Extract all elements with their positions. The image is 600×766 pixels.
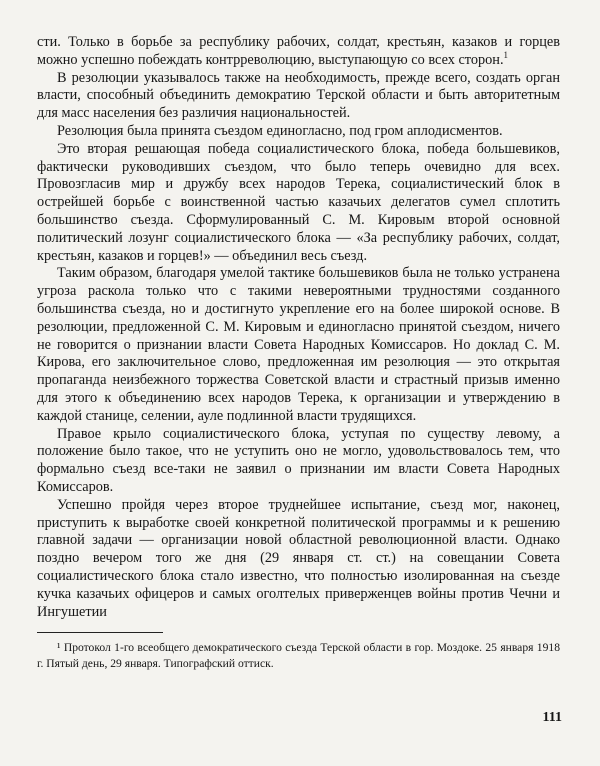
- paragraph-5: Таким образом, благодаря умелой тактике большевиков была не только устранена угроза раскола только что с такими невероятными трудностями созданного большинства съезда, но и достигнуто укрепление его на более широкой основе. В резолюции, предложенной С. М. Кировым и единогласно принятой съездом, ничего не говорится о признании власти Совета Народных Комиссаров. Но доклад С. М. Кирова, его заключительное слово, предложенная им резолюция — это открытая пропаганда неизбежного торжества Советской власти и страстный призыв именно для этого к объединению всех народов Терека, к организации и утверждению в каждой станице, селении, ауле подлинной власти трудящихся.: [37, 265, 560, 424]
- paragraph-7: Успешно пройдя через второе труднейшее испытание, съезд мог, наконец, приступить к выработке своей конкретной политической программы и к решению главной задачи — организации новой областной революционной власти. Однако поздно вечером того же дня (29 января ст. ст.) на совещании Совета социалистического блока стало известно, что полностью изолированная на съезде кучка казачьих офицеров и самых оголтелых приверженцев войны против Чечни и Ингушетии: [37, 496, 560, 620]
- paragraph-3: Резолюция была принята съездом единогласно, под гром аплодисментов.: [57, 122, 503, 139]
- page-body: [37, 34, 560, 671]
- page-number: 111: [542, 710, 562, 725]
- paragraph-2: В резолюции указывалось также на необходимость, прежде всего, создать орган власти, способный объединить демократию Терской области и быть авторитетным для масс населения без различия национальностей.: [37, 69, 560, 122]
- footnote-marker: 1: [503, 50, 509, 61]
- footnote: ¹ Протокол 1-го всеобщего демократического съезда Терской области в гор. Моздоке. 25 января 1918 г. Пятый день, 29 января. Типографский оттиск.: [37, 641, 560, 670]
- footnote-divider: [37, 632, 163, 633]
- paragraph-1: [37, 34, 560, 70]
- paragraph-6: Правое крыло социалистического блока, уступая по существу левому, а положение было такое, что не уступить оно не могло, удовольствовалось тем, что формально съезд все-таки не заявил о признании им власти Совета Народных Комиссаров.: [37, 425, 560, 495]
- paragraph-1-text: сти. Только в борьбе за республику рабочих, солдат, крестьян, казаков и горцев можно успешно побеждать контрреволюцию, выступающую со всех сторон.: [37, 34, 560, 68]
- paragraph-4: Это вторая решающая победа социалистического блока, победа большевиков, фактически руководивших съездом, что было теперь очевидно для всех. Провозгласив мир и дружбу всех народов Терека, социалистический блок в острейшей борьбе с воинственной частью казачьих делегатов сумел сплотить большинство съезда. Сформулированный С. М. Кировым второй основной политический лозунг социалистического блока — «За республику рабочих, солдат, крестьян, казаков и горцев!» — объединил весь съезд.: [37, 140, 560, 264]
